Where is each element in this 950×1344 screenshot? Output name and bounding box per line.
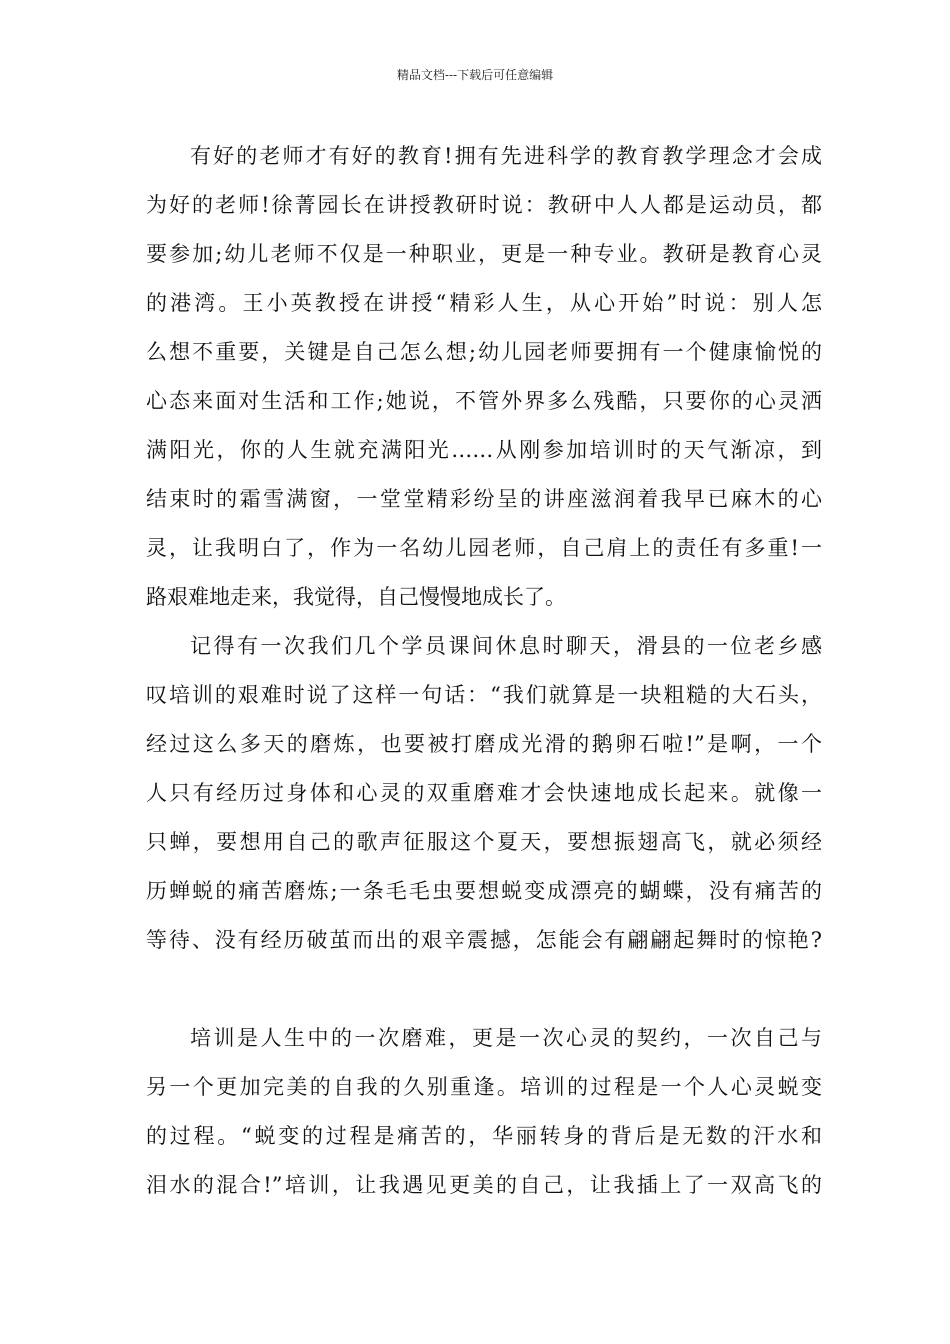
paragraph-line: 等待、没有经历破茧而出的艰辛震撼，怎能会有翩翩起舞时的惊艳? [146, 928, 822, 952]
paragraph-line: 泪水的混合!”培训，让我遇见更美的自己，让我插上了一双高飞的 [146, 1173, 822, 1197]
paragraph-line: 另一个更加完美的自我的久别重逢。培训的过程是一个人心灵蜕变 [146, 1075, 822, 1099]
paragraph-3 [146, 1014, 822, 1210]
paragraph-line: 么想不重要，关键是自己怎么想;幼儿园老师要拥有一个健康愉悦的 [146, 340, 822, 364]
paragraph-line: 叹培训的艰难时说了这样一句话：“我们就算是一块粗糙的大石头， [146, 683, 822, 707]
paragraph-spacer [146, 965, 822, 1014]
paragraph-2 [146, 622, 822, 965]
paragraph-line: 的港湾。王小英教授在讲授“精彩人生，从心开始”时说：别人怎 [146, 291, 822, 315]
paragraph-line: 心态来面对生活和工作;她说，不管外界多么残酷，只要你的心灵洒 [146, 389, 822, 413]
paragraph-line: 为好的老师!徐菁园长在讲授教研时说：教研中人人都是运动员，都 [146, 193, 822, 217]
paragraph-line: 只蝉，要想用自己的歌声征服这个夏天，要想振翅高飞，就必须经 [146, 830, 822, 854]
page-header: 精品文档---下载后可任意编辑 [396, 68, 554, 82]
paragraph-line: 要参加;幼儿老师不仅是一种职业，更是一种专业。教研是教育心灵 [146, 242, 822, 266]
paragraph-line: 灵，让我明白了，作为一名幼儿园老师，自己肩上的责任有多重!一 [146, 536, 822, 560]
paragraph-line: 经过这么多天的磨炼，也要被打磨成光滑的鹅卵石啦!”是啊，一个 [146, 732, 822, 756]
paragraph-1 [146, 132, 822, 622]
paragraph-line: 有好的老师才有好的教育!拥有先进科学的教育教学理念才会成 [190, 144, 822, 168]
paragraph-line: 的过程。“蜕变的过程是痛苦的，华丽转身的背后是无数的汗水和 [146, 1124, 822, 1148]
paragraph-line: 满阳光，你的人生就充满阳光……从刚参加培训时的天气渐凉，到 [146, 438, 822, 462]
paragraph-line: 历蝉蜕的痛苦磨炼;一条毛毛虫要想蜕变成漂亮的蝴蝶，没有痛苦的 [146, 879, 822, 903]
paragraph-line: 人只有经历过身体和心灵的双重磨难才会快速地成长起来。就像一 [146, 781, 822, 805]
paragraph-line: 结束时的霜雪满窗，一堂堂精彩纷呈的讲座滋润着我早已麻木的心 [146, 487, 822, 511]
document-body [146, 132, 822, 1210]
paragraph-line: 培训是人生中的一次磨难，更是一次心灵的契约，一次自己与 [190, 1026, 822, 1050]
paragraph-line: 路艰难地走来，我觉得，自己慢慢地成长了。 [146, 585, 566, 609]
paragraph-line: 记得有一次我们几个学员课间休息时聊天，滑县的一位老乡感 [190, 634, 822, 658]
